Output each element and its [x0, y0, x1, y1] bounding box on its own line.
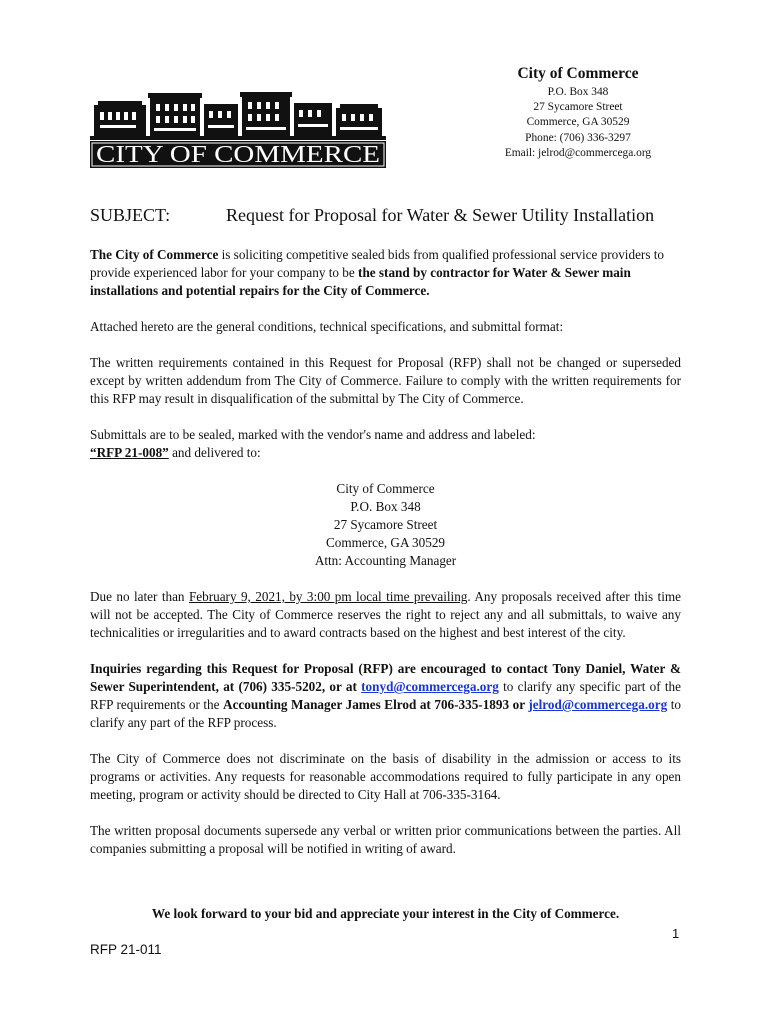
inquiries-bold1: Inquiries regarding this Request for Proposal (RFP) are encouraged to contact Tony Daniel, Water & Sewer Superintendent, at (706) 335-5202, or at — [90, 661, 681, 694]
delivery-line5: Attn: Accounting Manager — [314, 553, 457, 568]
city-state-zip: Commerce, GA 30529 — [526, 116, 630, 129]
email: Email: jelrod@commercega.org — [504, 146, 652, 159]
requirements-paragraph: The written requirements contained in this Request for Proposal (RFP) shall not be changed or superseded except by written addendum from The City of Commerce. Failure to comply with the written requirements for this RFP may result in disqualification of the submittal by The City of Commerce. — [90, 355, 681, 406]
deadline-after: . Any proposals received after this time will not be accepted. The City of Commerce reserves the right to reject any and all submittals, to waive any technicalities or irregularities and to award contracts based on the highest and best interest of the city. — [90, 589, 681, 640]
submittals-line1: Submittals are to be sealed, marked with the vendor's name and address and labeled: — [90, 427, 536, 442]
delivery-line2: P.O. Box 348 — [350, 499, 421, 514]
footer-rfp-number: RFP 21-011 — [90, 942, 162, 957]
logo-text: CITY OF COMMERCE — [96, 142, 380, 168]
supersede-paragraph: The written proposal documents supersede any verbal or written prior communications between the parties. All companies submitting a proposal will be notified in writing of award. — [90, 823, 681, 856]
street-address: 27 Sycamore Street — [533, 101, 623, 114]
subject-text: Request for Proposal for Water & Sewer Utility Installation — [226, 205, 655, 225]
city-logo — [90, 92, 386, 168]
closing-line: We look forward to your bid and appreciate your interest in the City of Commerce. — [151, 906, 620, 921]
nondiscrimination-paragraph: The City of Commerce does not discriminate on the basis of disability in the admission or access to its programs or activities. Any requests for reasonable accommodations required to fully participate in any open meeting, program or activity should be directed to City Hall at 706-335-3164. — [90, 751, 681, 802]
intro-middle: is soliciting competitive sealed bids from qualified professional service providers to provide experienced labor for your company to be — [90, 247, 664, 280]
intro-tail: the stand by contractor for Water & Sewer main installations and potential repairs for the City of Commerce. — [90, 265, 631, 298]
jelrod-email-link[interactable]: jelrod@commercega.org — [528, 697, 668, 712]
letter-body — [90, 246, 681, 858]
delivery-line4: Commerce, GA 30529 — [325, 535, 446, 550]
submittals-line2: and delivered to: — [168, 445, 261, 460]
submittals-paragraph — [90, 426, 681, 462]
inquiries-text1: to clarify any specific part of the RFP requirements or the — [90, 679, 681, 712]
intro-lead: The City of Commerce — [90, 247, 219, 262]
letterhead-address — [480, 63, 676, 161]
inquiries-paragraph — [90, 660, 681, 732]
attached-paragraph: Attached hereto are the general conditions, technical specifications, and submittal format: — [90, 319, 564, 334]
po-box: P.O. Box 348 — [547, 86, 609, 98]
delivery-address — [90, 480, 681, 570]
subject-label: SUBJECT: — [90, 205, 171, 225]
deadline-paragraph — [90, 588, 681, 642]
delivery-line1: City of Commerce — [336, 481, 435, 496]
delivery-line3: 27 Sycamore Street — [333, 517, 438, 532]
org-name: City of Commerce — [517, 65, 639, 82]
inquiries-text2: to clarify any part of the RFP process. — [90, 697, 681, 730]
inquiries-bold2: Accounting Manager James Elrod at 706-335-1893 or — [223, 697, 529, 712]
intro-paragraph — [90, 246, 681, 300]
deadline-date: February 9, 2021, by 3:00 pm local time prevailing — [188, 589, 468, 604]
phone: Phone: (706) 336-3297 — [525, 131, 631, 144]
tony-email-link[interactable]: tonyd@commercega.org — [361, 679, 499, 694]
deadline-before: Due no later than — [90, 589, 189, 604]
page-number: 1 — [672, 926, 680, 941]
rfp-label: “RFP 21-008” — [90, 445, 169, 460]
